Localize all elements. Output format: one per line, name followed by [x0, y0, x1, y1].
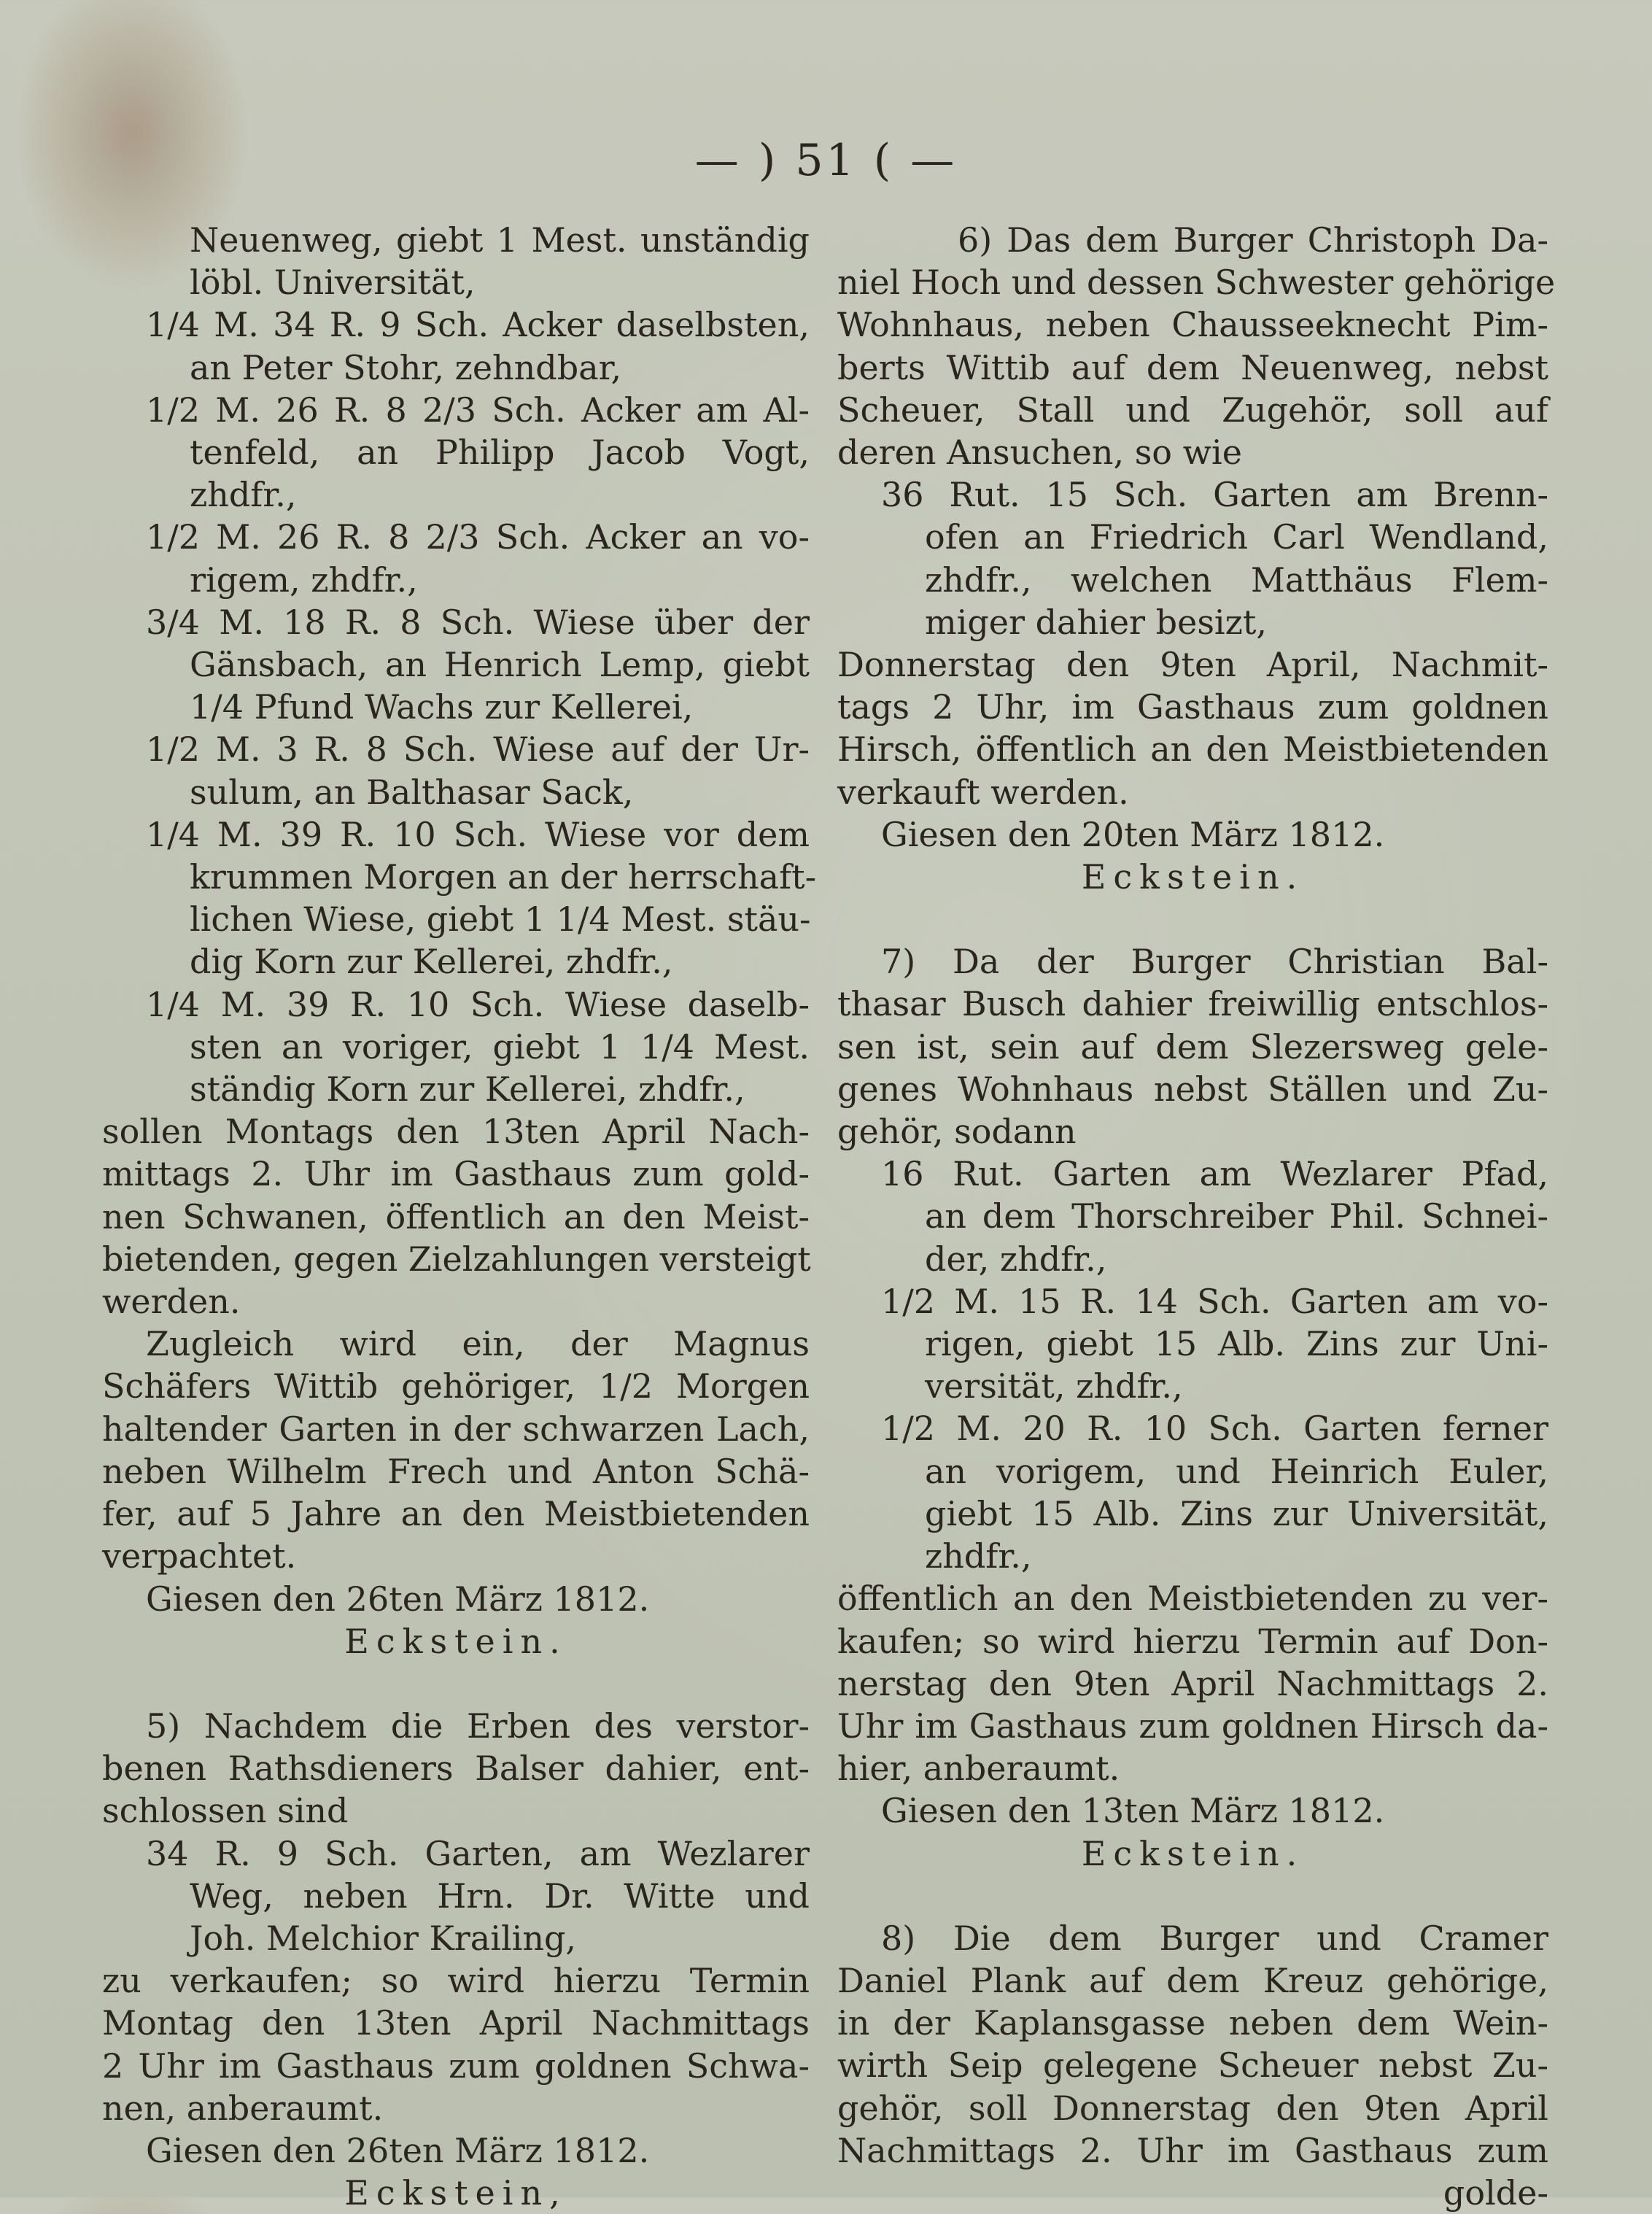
text-line: der, zhdfr., [925, 1239, 1107, 1279]
signature: Eckstein. [1081, 1833, 1305, 1873]
text-line: ofen an Friedrich Carl Wendland, [925, 517, 1548, 557]
text-line: Giesen den 26ten März 1812. [146, 2130, 650, 2170]
text-line: an dem Thorschreiber Phil. Schnei- [925, 1196, 1548, 1236]
text-line: 2 Uhr im Gasthaus zum goldnen Schwa- [102, 2045, 810, 2086]
text-line: zhdfr., [190, 475, 297, 515]
spacer [102, 1663, 810, 1705]
text-line: genes Wohnhaus nebst Ställen und Zu- [837, 1069, 1548, 1109]
text-line: rigem, zhdfr., [190, 560, 418, 600]
text-line: Uhr im Gasthaus zum goldnen Hirsch da- [837, 1706, 1548, 1746]
text-line: kaufen; so wird hierzu Termin auf Don- [837, 1621, 1548, 1661]
text-line: Montag den 13ten April Nachmittags [102, 2003, 810, 2043]
text-line: mittags 2. Uhr im Gasthaus zum gold- [102, 1154, 810, 1194]
text-line: 8) Die dem Burger und Cramer [881, 1918, 1548, 1958]
text-line: Schäfers Wittib gehöriger, 1/2 Morgen [102, 1366, 810, 1406]
text-line: haltender Garten in der schwarzen Lach, [102, 1409, 810, 1449]
text-line: Hirsch, öffentlich an den Meistbietenden [837, 729, 1548, 770]
text-line: Gänsbach, an Henrich Lemp, giebt [190, 645, 810, 685]
text-line: 34 R. 9 Sch. Garten, am Wezlarer [146, 1833, 810, 1873]
text-line: werden. [102, 1282, 241, 1322]
text-line: 1/2 M. 20 R. 10 Sch. Garten ferner [881, 1409, 1548, 1449]
text-line: Joh. Melchior Krailing, [190, 1918, 577, 1958]
text-line: 1/2 M. 26 R. 8 2/3 Sch. Acker am Al- [146, 390, 810, 430]
text-line: 1/2 M. 15 R. 14 Sch. Garten am vo- [881, 1281, 1548, 1321]
signature: Eckstein. [1081, 857, 1305, 897]
text-line: versität, zhdfr., [925, 1366, 1183, 1406]
text-line: tenfeld, an Philipp Jacob Vogt, [190, 433, 810, 473]
text-line: tags 2 Uhr, im Gasthaus zum goldnen [837, 687, 1548, 727]
text-line: Donnerstag den 9ten April, Nachmit- [837, 645, 1548, 685]
text-line: neben Wilhelm Frech und Anton Schä- [102, 1451, 810, 1491]
text-line: öffentlich an den Meistbietenden zu ver- [837, 1579, 1548, 1619]
text-line: Scheuer, Stall und Zugehör, soll auf [837, 390, 1548, 430]
text-line: 6) Das dem Burger Christoph Da- [958, 220, 1548, 260]
text-line: Giesen den 13ten März 1812. [881, 1791, 1385, 1831]
text-line: wirth Seip gelegene Scheuer nebst Zu- [837, 2045, 1548, 2086]
text-line: golde- [1443, 2172, 1548, 2213]
text-line: 1/4 M. 39 R. 10 Sch. Wiese vor dem [146, 814, 810, 854]
text-line: benen Rathsdieners Balser dahier, ent- [102, 1749, 810, 1789]
text-line: zu verkaufen; so wird hierzu Termin [102, 1961, 810, 2001]
text-line: ständig Korn zur Kellerei, zhdfr., [190, 1069, 745, 1110]
text-line: 16 Rut. Garten am Wezlarer Pfad, [881, 1154, 1548, 1194]
text-line: gehör, soll Donnerstag den 9ten April [837, 2088, 1548, 2128]
text-line: nen, anberaumt. [102, 2088, 384, 2128]
text-line: berts Wittib auf dem Neuenweg, nebst [837, 347, 1548, 387]
text-line: bietenden, gegen Zielzahlungen versteigt [102, 1239, 811, 1279]
text-line: thasar Busch dahier freiwillig entschlos- [837, 984, 1548, 1024]
text-line: sulum, an Balthasar Sack, [190, 772, 634, 812]
text-line: löbl. Universität, [190, 263, 476, 303]
text-line: 3/4 M. 18 R. 8 Sch. Wiese über der [146, 602, 810, 642]
signature: Eckstein. [344, 1621, 567, 1661]
text-line: 1/2 M. 26 R. 8 2/3 Sch. Acker an vo- [146, 517, 810, 557]
text-line: an Peter Stohr, zehndbar, [190, 347, 622, 387]
text-line: miger dahier besizt, [925, 602, 1267, 642]
signature: Eckstein, [344, 2173, 567, 2213]
left-column [102, 219, 817, 2214]
text-line: in der Kaplansgasse neben dem Wein- [837, 2003, 1548, 2043]
text-line: zhdfr., [925, 1536, 1032, 1576]
text-line: verpachtet. [102, 1536, 297, 1576]
text-line: dig Korn zur Kellerei, zhdfr., [190, 942, 673, 982]
text-line: sollen Montags den 13ten April Nach- [102, 1112, 810, 1152]
text-line: Giesen den 20ten März 1812. [881, 814, 1385, 854]
text-line: zhdfr., welchen Matthäus Flem- [925, 560, 1548, 600]
text-line: rigen, giebt 15 Alb. Zins zur Uni- [925, 1324, 1548, 1364]
text-line: 5) Nachdem die Erben des verstor- [146, 1706, 810, 1746]
text-line: Weg, neben Hrn. Dr. Witte und [190, 1876, 810, 1916]
text-line: nen Schwanen, öffentlich an den Meist- [102, 1196, 810, 1236]
text-line: deren Ansuchen, so wie [837, 433, 1242, 473]
text-line: hier, anberaumt. [837, 1749, 1120, 1789]
text-line: sten an voriger, giebt 1 1/4 Mest. [190, 1026, 810, 1067]
text-line: giebt 15 Alb. Zins zur Universität, [925, 1493, 1548, 1533]
text-line: 36 Rut. 15 Sch. Garten am Brenn- [881, 475, 1548, 515]
text-line: niel Hoch und dessen Schwester gehörige [837, 263, 1556, 303]
text-line: lichen Wiese, giebt 1 1/4 Mest. stäu- [190, 899, 811, 940]
text-line: fer, auf 5 Jahre an den Meistbietenden [102, 1494, 810, 1534]
page-header: — ) 51 ( — [694, 135, 958, 186]
text-line: 1/4 M. 34 R. 9 Sch. Acker daselbsten, [146, 305, 810, 345]
text-line: 1/2 M. 3 R. 8 Sch. Wiese auf der Ur- [146, 729, 810, 770]
spacer [837, 898, 1548, 940]
text-line: nerstag den 9ten April Nachmittags 2. [837, 1663, 1548, 1703]
text-line: Daniel Plank auf dem Kreuz gehörige, [837, 1960, 1548, 2000]
text-line: 7) Da der Burger Christian Bal- [881, 942, 1548, 982]
text-line: Nachmittags 2. Uhr im Gasthaus zum [837, 2130, 1548, 2170]
text-line: Zugleich wird ein, der Magnus [146, 1324, 810, 1364]
text-line: gehör, sodann [837, 1112, 1077, 1152]
text-line: Wohnhaus, neben Chausseeknecht Pim- [837, 305, 1548, 345]
text-line: Neuenweg, giebt 1 Mest. unständig [190, 220, 810, 260]
text-line: krummen Morgen an der herrschaft- [190, 857, 817, 897]
right-column [837, 219, 1556, 2214]
text-line: schlossen sind [102, 1791, 349, 1831]
text-line: 1/4 M. 39 R. 10 Sch. Wiese daselb- [146, 984, 810, 1024]
text-line: verkauft werden. [837, 772, 1129, 812]
text-line: an vorigem, und Heinrich Euler, [925, 1451, 1548, 1491]
spacer [837, 1875, 1548, 1917]
text-line: 1/4 Pfund Wachs zur Kellerei, [190, 687, 694, 727]
text-line: sen ist, sein auf dem Slezersweg gele- [837, 1026, 1548, 1067]
text-line: Giesen den 26ten März 1812. [146, 1579, 650, 1619]
